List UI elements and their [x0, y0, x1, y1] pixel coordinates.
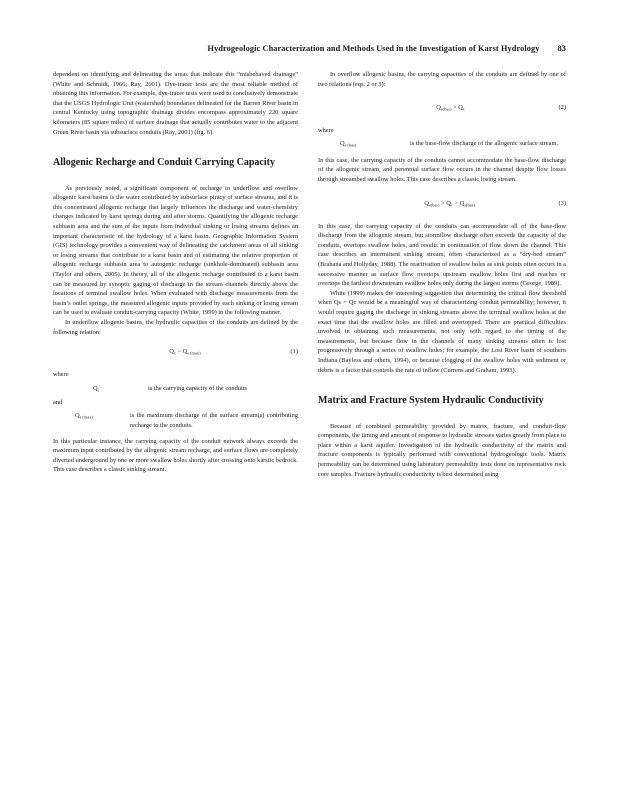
definitions-eq2 — [318, 126, 566, 150]
paragraph-overflow-basins: In overflow allogenic basins, the carrying capacities of the conduits are defined by one of two relations (eqs. 2 or 3): — [318, 71, 566, 88]
eq3-term-c: Q — [459, 199, 465, 207]
eq3-number: (3) — [558, 199, 566, 207]
eq3-term-a: Q — [424, 199, 429, 207]
def-description: is the base-flow discharge of the allogenic surface stream. — [410, 139, 559, 147]
def2-subscript: s (max) — [79, 414, 93, 420]
def1-description: is the carrying capacity of the conduits — [148, 384, 248, 392]
def2-symbol: Q — [75, 412, 80, 420]
eq2-rhs: Q — [458, 104, 463, 112]
paragraph-sinking-stream: In this particular instance, the carrying capacity of the conduit network always exceeds the maximum input contributed by the allogenic stream recharge, and surface flows are completely diverted underground by one or more swallow holes shortly after crossing onto karstic bedrock. This case describes a classic sinking stream. — [53, 437, 298, 474]
def1-subscript: c — [97, 387, 100, 393]
eq1-sub2: s (max) — [187, 350, 201, 356]
eq3-term-b: Q — [446, 199, 451, 207]
eq2-sub1: s(bas) — [440, 106, 452, 112]
paragraph-intermittent-stream: In this case, the carrying capacity of the conduits can accommodate all of the base-flow discharge from the allogenic stream, but stormflow discharge often exceeds the capacity of the conduits, overtops swallow holes, and results in continuation of flow down the channel. This case describes an intermittent sinking stream, often characterized as a “dry-bed stream” (Brahana and Hollyday, 1988). The reactivation of swallow holes as sink points often occurs in a successive manner as surface flow overtops upstream swallow holes first and reaches or overtops the farthest downstream swallow holes only during the largest storms (George, 1989). — [318, 222, 566, 288]
paragraph-allogenic-recharge: As previously noted, a significant component of recharge to underflow and overflow allogenic karst basins is the water contributed by subsurface piracy of surface streams, and it is this concentrated allogenic recharge that largely influences the discharge and water-chemistry changes indicated by karst springs during and after storms. Quantifying the allogenic recharge subbasin area and the sum of the inputs from individual sinking or losing streams defines an important characteristic of the hydrology of a karst basin. Geographic Information System (GIS) technology provides a convenient way of delineating the catchment areas of all sinking or losing streams that contribute to a karst basin and of estimating the relative proportion of allogenic recharge subbasin area to autogenic recharge (sinkhole-dominated) subbasin area (Taylor and others, 2005). In theory, all of the allogenic recharge contributed to a karst basin can be measured by synoptic gaging of discharge in the stream channels directly above the locations of terminal swallow holes. When evaluated with discharge measurements from the basin’s outlet springs, the measured allogenic inputs provided by each sinking or losing stream can be used to evaluate conduit-carrying capacity (White, 1999) in the following manner. — [53, 184, 298, 317]
definitions-eq1 — [53, 370, 298, 430]
definition-qc — [53, 384, 298, 395]
equation-2 — [318, 103, 566, 116]
paragraph-underflow-basins: In underflow allogenic basins, the hydraulic capacities of the conduits are defined by the following relation: — [53, 318, 298, 336]
definition-qsbas — [318, 139, 566, 150]
eq1-rhs: Q — [182, 348, 188, 356]
right-column — [318, 70, 566, 479]
definition-qsmax — [53, 411, 298, 430]
left-column — [53, 70, 298, 475]
eq3-term-c-sub: s(bas) — [464, 202, 475, 208]
eq3-operator-1: > — [441, 199, 445, 207]
paragraph-matrix-fracture: Because of combined permeability provided by matrix, fracture, and conduit-flow components, the timing and amount of response to hydraulic stresses varies greatly from place to place within a karst aquifer. Investigation of the hydraulic conductivity of the matrix and fracture components is typically performed with conventional hydrogeologic tools. Matrix permeability can be determined using laboratory permeability tests done on representative rock core samples. Fracture hydraulic conductivity is best determined using — [318, 422, 566, 478]
equation-3 — [318, 199, 566, 212]
equation-1 — [53, 347, 298, 360]
eq2-number: (2) — [558, 104, 566, 112]
eq1-operator: > — [177, 348, 182, 356]
def-symbol: Q — [340, 139, 345, 147]
eq3-term-a-sub: s(bas) — [428, 202, 440, 208]
page-number: 83 — [557, 44, 566, 53]
running-title: Hydrogeologic Characterization and Methods Used in the Investigation of Karst Hydrology — [207, 44, 540, 53]
and-label: and — [53, 398, 63, 406]
def2-description: is the maximum discharge of the surface stream(s) contributing recharge to the conduits. — [130, 412, 298, 430]
running-header — [60, 44, 566, 53]
where-label: where — [53, 371, 69, 379]
eq2-sub2: c — [462, 106, 465, 112]
eq3-operator-2: > — [454, 199, 459, 207]
eq1-sub1: c — [173, 350, 176, 356]
eq2-operator: > — [453, 104, 457, 112]
eq1-lhs: Q — [169, 348, 174, 356]
eq3-term-b-sub: c — [450, 202, 453, 208]
paragraph-intro: dependent on identifying and delineating the areas that indicate this “misbehaved drainage” (White and Schmidt, 1966; Ray, 2001). Dye-tracer tests are the most reliable method of obtaining this information. For example, dye-tracer tests were used to conclusively demonstrate that the USGS Hydrologic Unit (watershed) boundaries delineated for the Barren River basin in central Kentucky using topographic drainage divides encompass approximately 220 square kilometers (85 square miles) of surface drainage that actually contributes water to the adjacent Green River basin via subsurface conduits (Ray, 2001) (fig. 6). — [53, 71, 298, 136]
where-label: where — [318, 127, 334, 135]
paragraph-losing-stream: In this case, the carrying capacity of the conduits cannot accommodate the base-flow discharge of the allogenic stream, and perennial surface flow occurs in the channel despite flow losses through streambed swallow holes. This case describes a classic losing stream. — [318, 156, 566, 184]
eq1-number: (1) — [290, 348, 298, 356]
def1-symbol: Q — [93, 384, 98, 392]
def-subscript: s (bas) — [344, 142, 357, 148]
section-heading-allogenic-recharge: Allogenic Recharge and Conduit Carrying Capacity — [53, 157, 275, 169]
paragraph-white-1999: White (1999) makes the interesting suggestion that determining the critical flow threshold when Qs = Qc would be a meaningful way of characterizing conduit permeability; however, it would require gaging the discharge in sinking streams above the terminal swallow holes at the exact time that the swallow holes are filled and overtopped. There are practical difficulties involved in obtaining such measurements, not only with regard to the timing of the measurements, but because flow in the channels of many sinking streams often is lost progressively through a series of swallow holes; for example, the Lost River basin of southern Indiana (Bayless and others, 1994), or because clogging of the swallow holes with sediment or debris is a factor that controls the rate of inflow (Currens and Graham, 1993). — [318, 289, 566, 374]
eq2-lhs: Q — [436, 104, 441, 112]
section-heading-matrix-fracture: Matrix and Fracture System Hydraulic Conductivity — [318, 395, 544, 407]
